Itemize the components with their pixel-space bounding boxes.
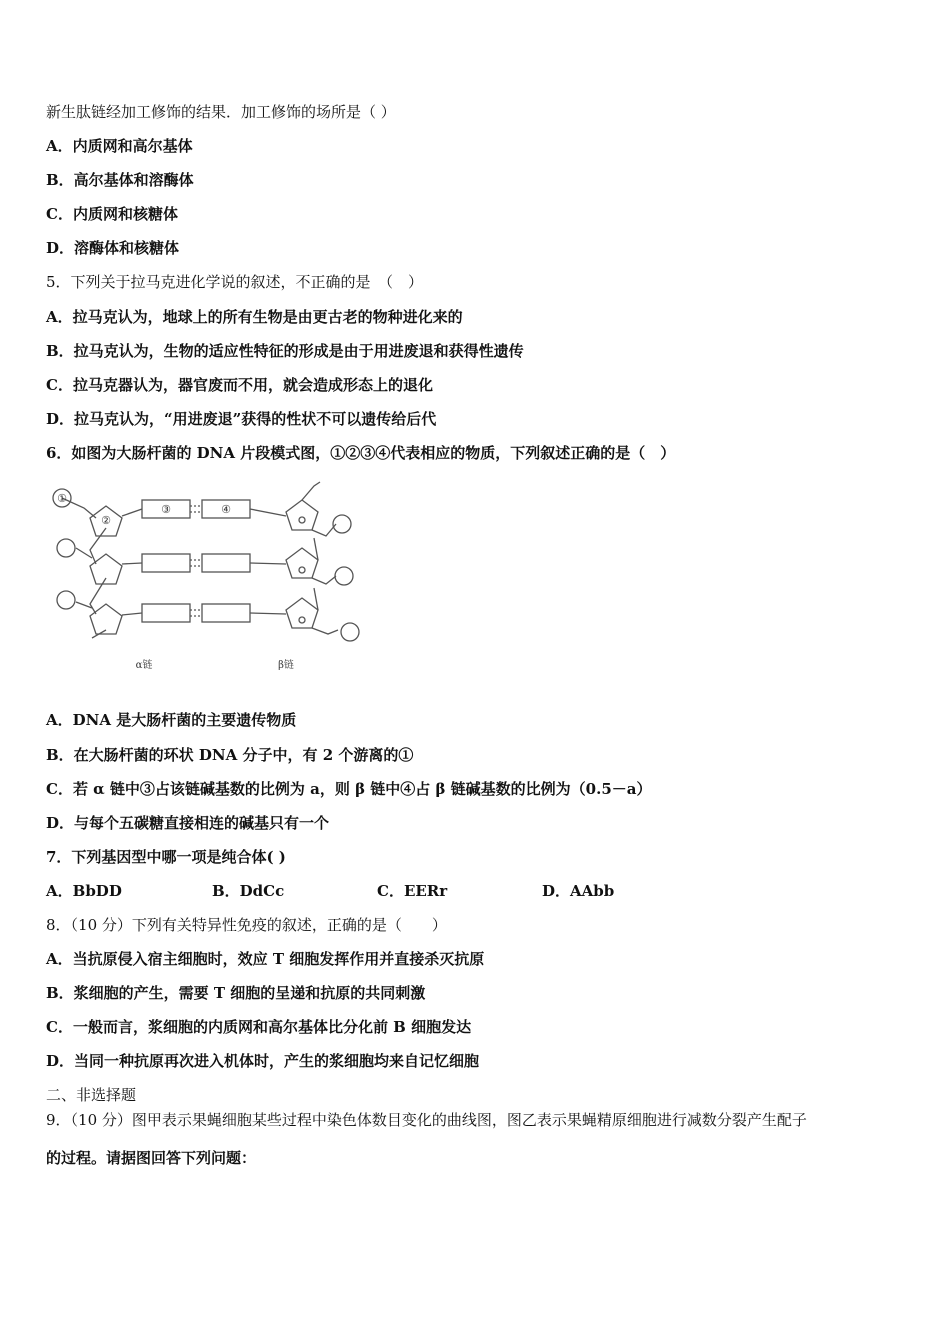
deoxyribose <box>90 554 122 584</box>
q7-option-a: A．BbDD <box>46 882 122 900</box>
q7-option-b: B．DdCc <box>212 882 285 900</box>
q6-option-a: A．DNA 是大肠杆菌的主要遗传物质 <box>46 711 297 729</box>
q5-option-b: B．拉马克认为，生物的适应性特征的形成是由于用进废退和获得性遗传 <box>46 342 524 360</box>
q4-option-b: B．高尔基体和溶酶体 <box>46 171 194 189</box>
section-heading: 二、非选择题 <box>46 1086 137 1104</box>
q7-options <box>46 881 614 901</box>
base <box>142 554 190 572</box>
q8-option-d: D．当同一种抗原再次进入机体时，产生的浆细胞均来自记忆细胞 <box>46 1052 480 1070</box>
label-1: ① <box>57 492 67 505</box>
q4-option-c: C．内质网和核糖体 <box>46 205 178 223</box>
q4-stem: 新生肽链经加工修饰的结果．加工修饰的场所是（ ） <box>46 103 396 121</box>
q8-option-b: B．浆细胞的产生，需要 T 细胞的呈递和抗原的共同刺激 <box>46 984 426 1002</box>
alpha-chain-label: α链 <box>135 660 153 671</box>
label-3: ③ <box>161 503 171 516</box>
q5-option-c: C．拉马克器认为，器官废而不用，就会造成形态上的退化 <box>46 376 433 394</box>
phosphate-group <box>341 623 359 641</box>
q7-stem: 7．下列基因型中哪一项是纯合体( ) <box>46 848 286 866</box>
q8-option-c: C．一般而言，浆细胞的内质网和高尔基体比分化前 B 细胞发达 <box>46 1018 472 1036</box>
q4-option-a: A．内质网和高尔基体 <box>46 137 193 155</box>
q7-option-d: D．AAbb <box>542 882 615 900</box>
q9-line-1: 9．（10 分）图甲表示果蝇细胞某些过程中染色体数目变化的曲线图，图乙表示果蝇精原细胞进行减数分裂产生配子 <box>46 1111 807 1129</box>
label-4: ④ <box>221 503 231 516</box>
q6-option-c: C．若 α 链中③占该链碱基数的比例为 a，则 β 链中④占 β 链碱基数的比例为（0.5－a） <box>46 780 652 798</box>
q4-option-d: D．溶酶体和核糖体 <box>46 239 180 257</box>
base <box>142 604 190 622</box>
phosphate-group <box>335 567 353 585</box>
phosphodiester-bond <box>62 498 96 518</box>
phosphate-group <box>57 539 75 557</box>
base <box>202 554 250 572</box>
q5-stem: 5．下列关于拉马克进化学说的叙述，不正确的是 （ ） <box>46 273 424 291</box>
q7-option-c: C．EERr <box>377 882 448 900</box>
q8-stem: 8．（10 分）下列有关特异性免疫的叙述，正确的是（ ） <box>46 916 447 934</box>
base <box>202 604 250 622</box>
phosphodiester-bond <box>90 528 106 564</box>
q6-option-b: B．在大肠杆菌的环状 DNA 分子中，有 2 个游离的① <box>46 746 414 764</box>
deoxyribose <box>90 604 122 634</box>
q6-option-d: D．与每个五碳糖直接相连的碱基只有一个 <box>46 814 330 832</box>
q9-line-2: 的过程。请据图回答下列问题： <box>46 1149 257 1167</box>
phosphate-group <box>57 591 75 609</box>
q6-stem: 6．如图为大肠杆菌的 DNA 片段模式图，①②③④代表相应的物质，下列叙述正确的是（ ） <box>46 444 676 462</box>
q8-option-a: A．当抗原侵入宿主细胞时，效应 T 细胞发挥作用并直接杀灭抗原 <box>46 950 485 968</box>
dna-fragment-diagram <box>46 478 366 678</box>
beta-chain-label: β链 <box>278 660 294 671</box>
q5-option-d: D．拉马克认为，“用进废退”获得的性状不可以遗传给后代 <box>46 410 437 428</box>
label-2: ② <box>101 514 111 527</box>
q5-option-a: A．拉马克认为，地球上的所有生物是由更古老的物种进化来的 <box>46 308 463 326</box>
